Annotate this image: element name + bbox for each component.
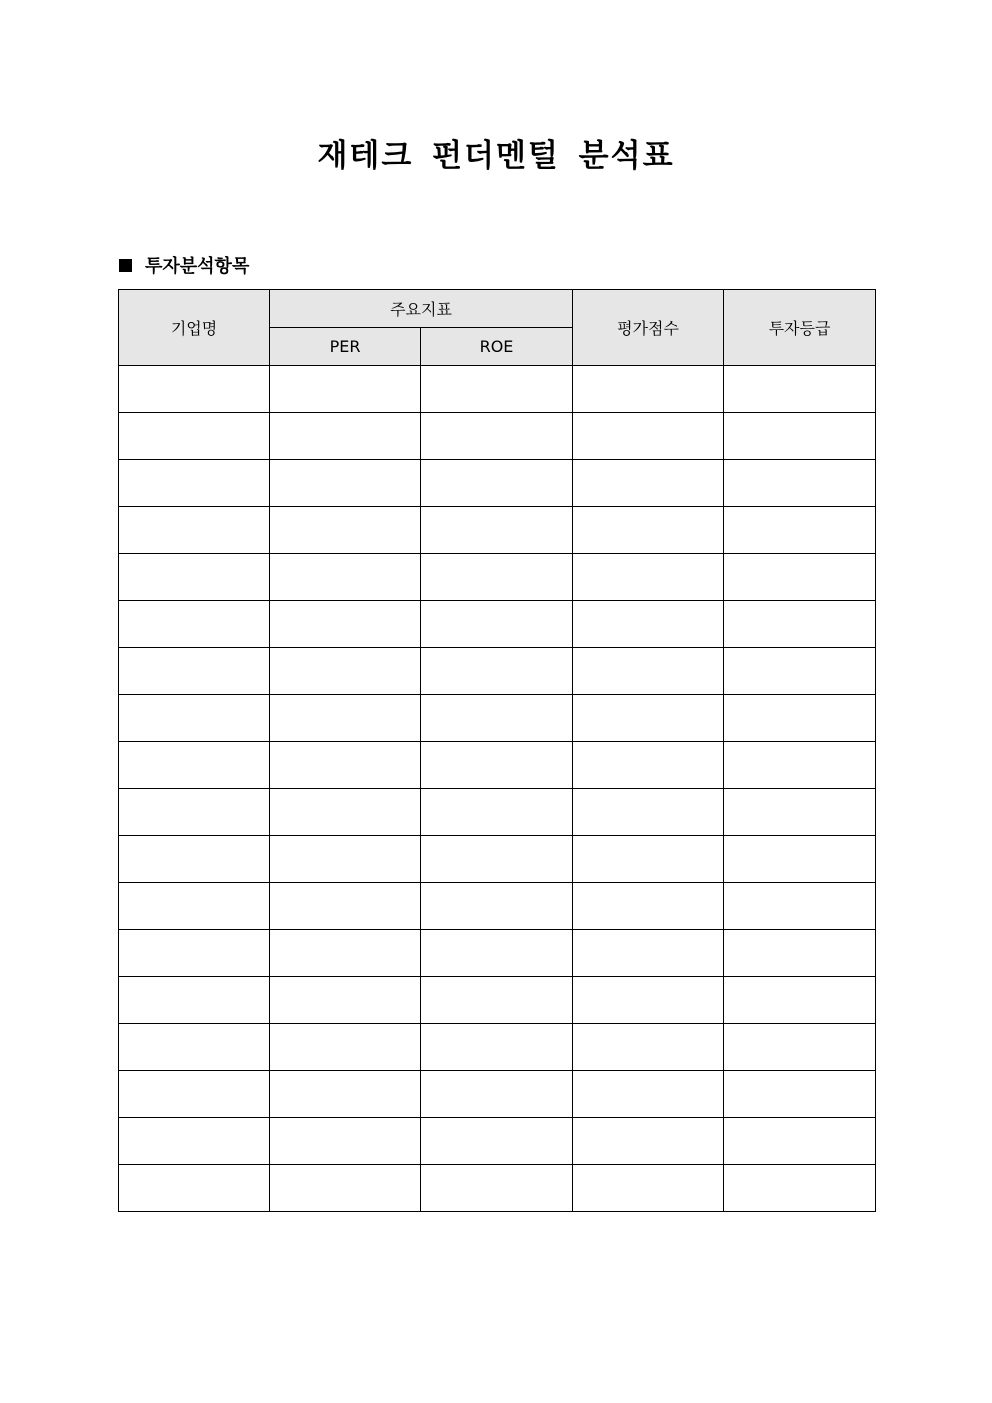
- company-cell[interactable]: [119, 883, 270, 930]
- score-cell[interactable]: [573, 1024, 724, 1071]
- company-cell[interactable]: [119, 1165, 270, 1212]
- grade-cell[interactable]: [724, 836, 876, 883]
- grade-cell[interactable]: [724, 648, 876, 695]
- score-cell[interactable]: [573, 977, 724, 1024]
- company-cell[interactable]: [119, 1024, 270, 1071]
- score-cell[interactable]: [573, 836, 724, 883]
- roe-cell[interactable]: [421, 1118, 573, 1165]
- header-company: 기업명: [119, 290, 270, 366]
- score-cell[interactable]: [573, 1118, 724, 1165]
- roe-cell[interactable]: [421, 648, 573, 695]
- table-row: [119, 460, 876, 507]
- score-cell[interactable]: [573, 554, 724, 601]
- table-row: [119, 507, 876, 554]
- table-row: [119, 1118, 876, 1165]
- per-cell[interactable]: [270, 742, 421, 789]
- grade-cell[interactable]: [724, 977, 876, 1024]
- table-row: [119, 554, 876, 601]
- roe-cell[interactable]: [421, 554, 573, 601]
- per-cell[interactable]: [270, 366, 421, 413]
- score-cell[interactable]: [573, 930, 724, 977]
- company-cell[interactable]: [119, 930, 270, 977]
- header-row-primary: [119, 290, 876, 328]
- grade-cell[interactable]: [724, 601, 876, 648]
- table-row: [119, 695, 876, 742]
- grade-cell[interactable]: [724, 1118, 876, 1165]
- grade-cell[interactable]: [724, 460, 876, 507]
- score-cell[interactable]: [573, 883, 724, 930]
- roe-cell[interactable]: [421, 930, 573, 977]
- roe-cell[interactable]: [421, 366, 573, 413]
- table-row: [119, 1165, 876, 1212]
- grade-cell[interactable]: [724, 413, 876, 460]
- table-row: [119, 930, 876, 977]
- roe-cell[interactable]: [421, 836, 573, 883]
- table-row: [119, 1071, 876, 1118]
- grade-cell[interactable]: [724, 366, 876, 413]
- company-cell[interactable]: [119, 413, 270, 460]
- roe-cell[interactable]: [421, 1071, 573, 1118]
- score-cell[interactable]: [573, 366, 724, 413]
- score-cell[interactable]: [573, 507, 724, 554]
- per-cell[interactable]: [270, 1024, 421, 1071]
- grade-cell[interactable]: [724, 930, 876, 977]
- table-row: [119, 601, 876, 648]
- grade-cell[interactable]: [724, 883, 876, 930]
- roe-cell[interactable]: [421, 1165, 573, 1212]
- section-heading-label: 투자분석항목: [145, 256, 250, 277]
- company-cell[interactable]: [119, 1071, 270, 1118]
- company-cell[interactable]: [119, 601, 270, 648]
- score-cell[interactable]: [573, 1071, 724, 1118]
- score-cell[interactable]: [573, 789, 724, 836]
- grade-cell[interactable]: [724, 507, 876, 554]
- roe-cell[interactable]: [421, 695, 573, 742]
- table-row: [119, 1024, 876, 1071]
- header-score: 평가점수: [573, 290, 724, 366]
- score-cell[interactable]: [573, 601, 724, 648]
- grade-cell[interactable]: [724, 554, 876, 601]
- roe-cell[interactable]: [421, 460, 573, 507]
- roe-cell[interactable]: [421, 507, 573, 554]
- per-cell[interactable]: [270, 930, 421, 977]
- company-cell[interactable]: [119, 507, 270, 554]
- per-cell[interactable]: [270, 695, 421, 742]
- roe-cell[interactable]: [421, 742, 573, 789]
- roe-cell[interactable]: [421, 601, 573, 648]
- company-cell[interactable]: [119, 554, 270, 601]
- roe-cell[interactable]: [421, 1024, 573, 1071]
- table-row: [119, 883, 876, 930]
- header-key-indicators: 주요지표: [270, 290, 573, 328]
- black-square-icon: [119, 259, 132, 272]
- per-cell[interactable]: [270, 836, 421, 883]
- analysis-table: [118, 289, 876, 1212]
- roe-cell[interactable]: [421, 883, 573, 930]
- per-cell[interactable]: [270, 1165, 421, 1212]
- per-cell[interactable]: [270, 1071, 421, 1118]
- company-cell[interactable]: [119, 789, 270, 836]
- company-cell[interactable]: [119, 1118, 270, 1165]
- grade-cell[interactable]: [724, 1024, 876, 1071]
- per-cell[interactable]: [270, 883, 421, 930]
- per-cell[interactable]: [270, 977, 421, 1024]
- grade-cell[interactable]: [724, 742, 876, 789]
- header-per: PER: [270, 328, 421, 366]
- score-cell[interactable]: [573, 648, 724, 695]
- table-header: [119, 290, 876, 366]
- score-cell[interactable]: [573, 742, 724, 789]
- per-cell[interactable]: [270, 1118, 421, 1165]
- grade-cell[interactable]: [724, 695, 876, 742]
- roe-cell[interactable]: [421, 413, 573, 460]
- section-heading: [119, 251, 249, 279]
- table-row: [119, 648, 876, 695]
- per-cell[interactable]: [270, 460, 421, 507]
- table-row: [119, 413, 876, 460]
- score-cell[interactable]: [573, 460, 724, 507]
- per-cell[interactable]: [270, 789, 421, 836]
- company-cell[interactable]: [119, 836, 270, 883]
- per-cell[interactable]: [270, 554, 421, 601]
- score-cell[interactable]: [573, 413, 724, 460]
- company-cell[interactable]: [119, 742, 270, 789]
- table-body: [119, 366, 876, 1212]
- score-cell[interactable]: [573, 1165, 724, 1212]
- score-cell[interactable]: [573, 695, 724, 742]
- grade-cell[interactable]: [724, 789, 876, 836]
- page-title: 재테크 펀더멘털 분석표: [317, 138, 675, 174]
- table-row: [119, 977, 876, 1024]
- company-cell[interactable]: [119, 977, 270, 1024]
- per-cell[interactable]: [270, 601, 421, 648]
- table-row: [119, 742, 876, 789]
- per-cell[interactable]: [270, 648, 421, 695]
- table-row: [119, 836, 876, 883]
- roe-cell[interactable]: [421, 789, 573, 836]
- company-cell[interactable]: [119, 366, 270, 413]
- header-grade: 투자등급: [724, 290, 876, 366]
- grade-cell[interactable]: [724, 1071, 876, 1118]
- roe-cell[interactable]: [421, 977, 573, 1024]
- company-cell[interactable]: [119, 695, 270, 742]
- per-cell[interactable]: [270, 413, 421, 460]
- header-roe: ROE: [421, 328, 573, 366]
- table-row: [119, 789, 876, 836]
- table-row: [119, 366, 876, 413]
- company-cell[interactable]: [119, 460, 270, 507]
- per-cell[interactable]: [270, 507, 421, 554]
- company-cell[interactable]: [119, 648, 270, 695]
- grade-cell[interactable]: [724, 1165, 876, 1212]
